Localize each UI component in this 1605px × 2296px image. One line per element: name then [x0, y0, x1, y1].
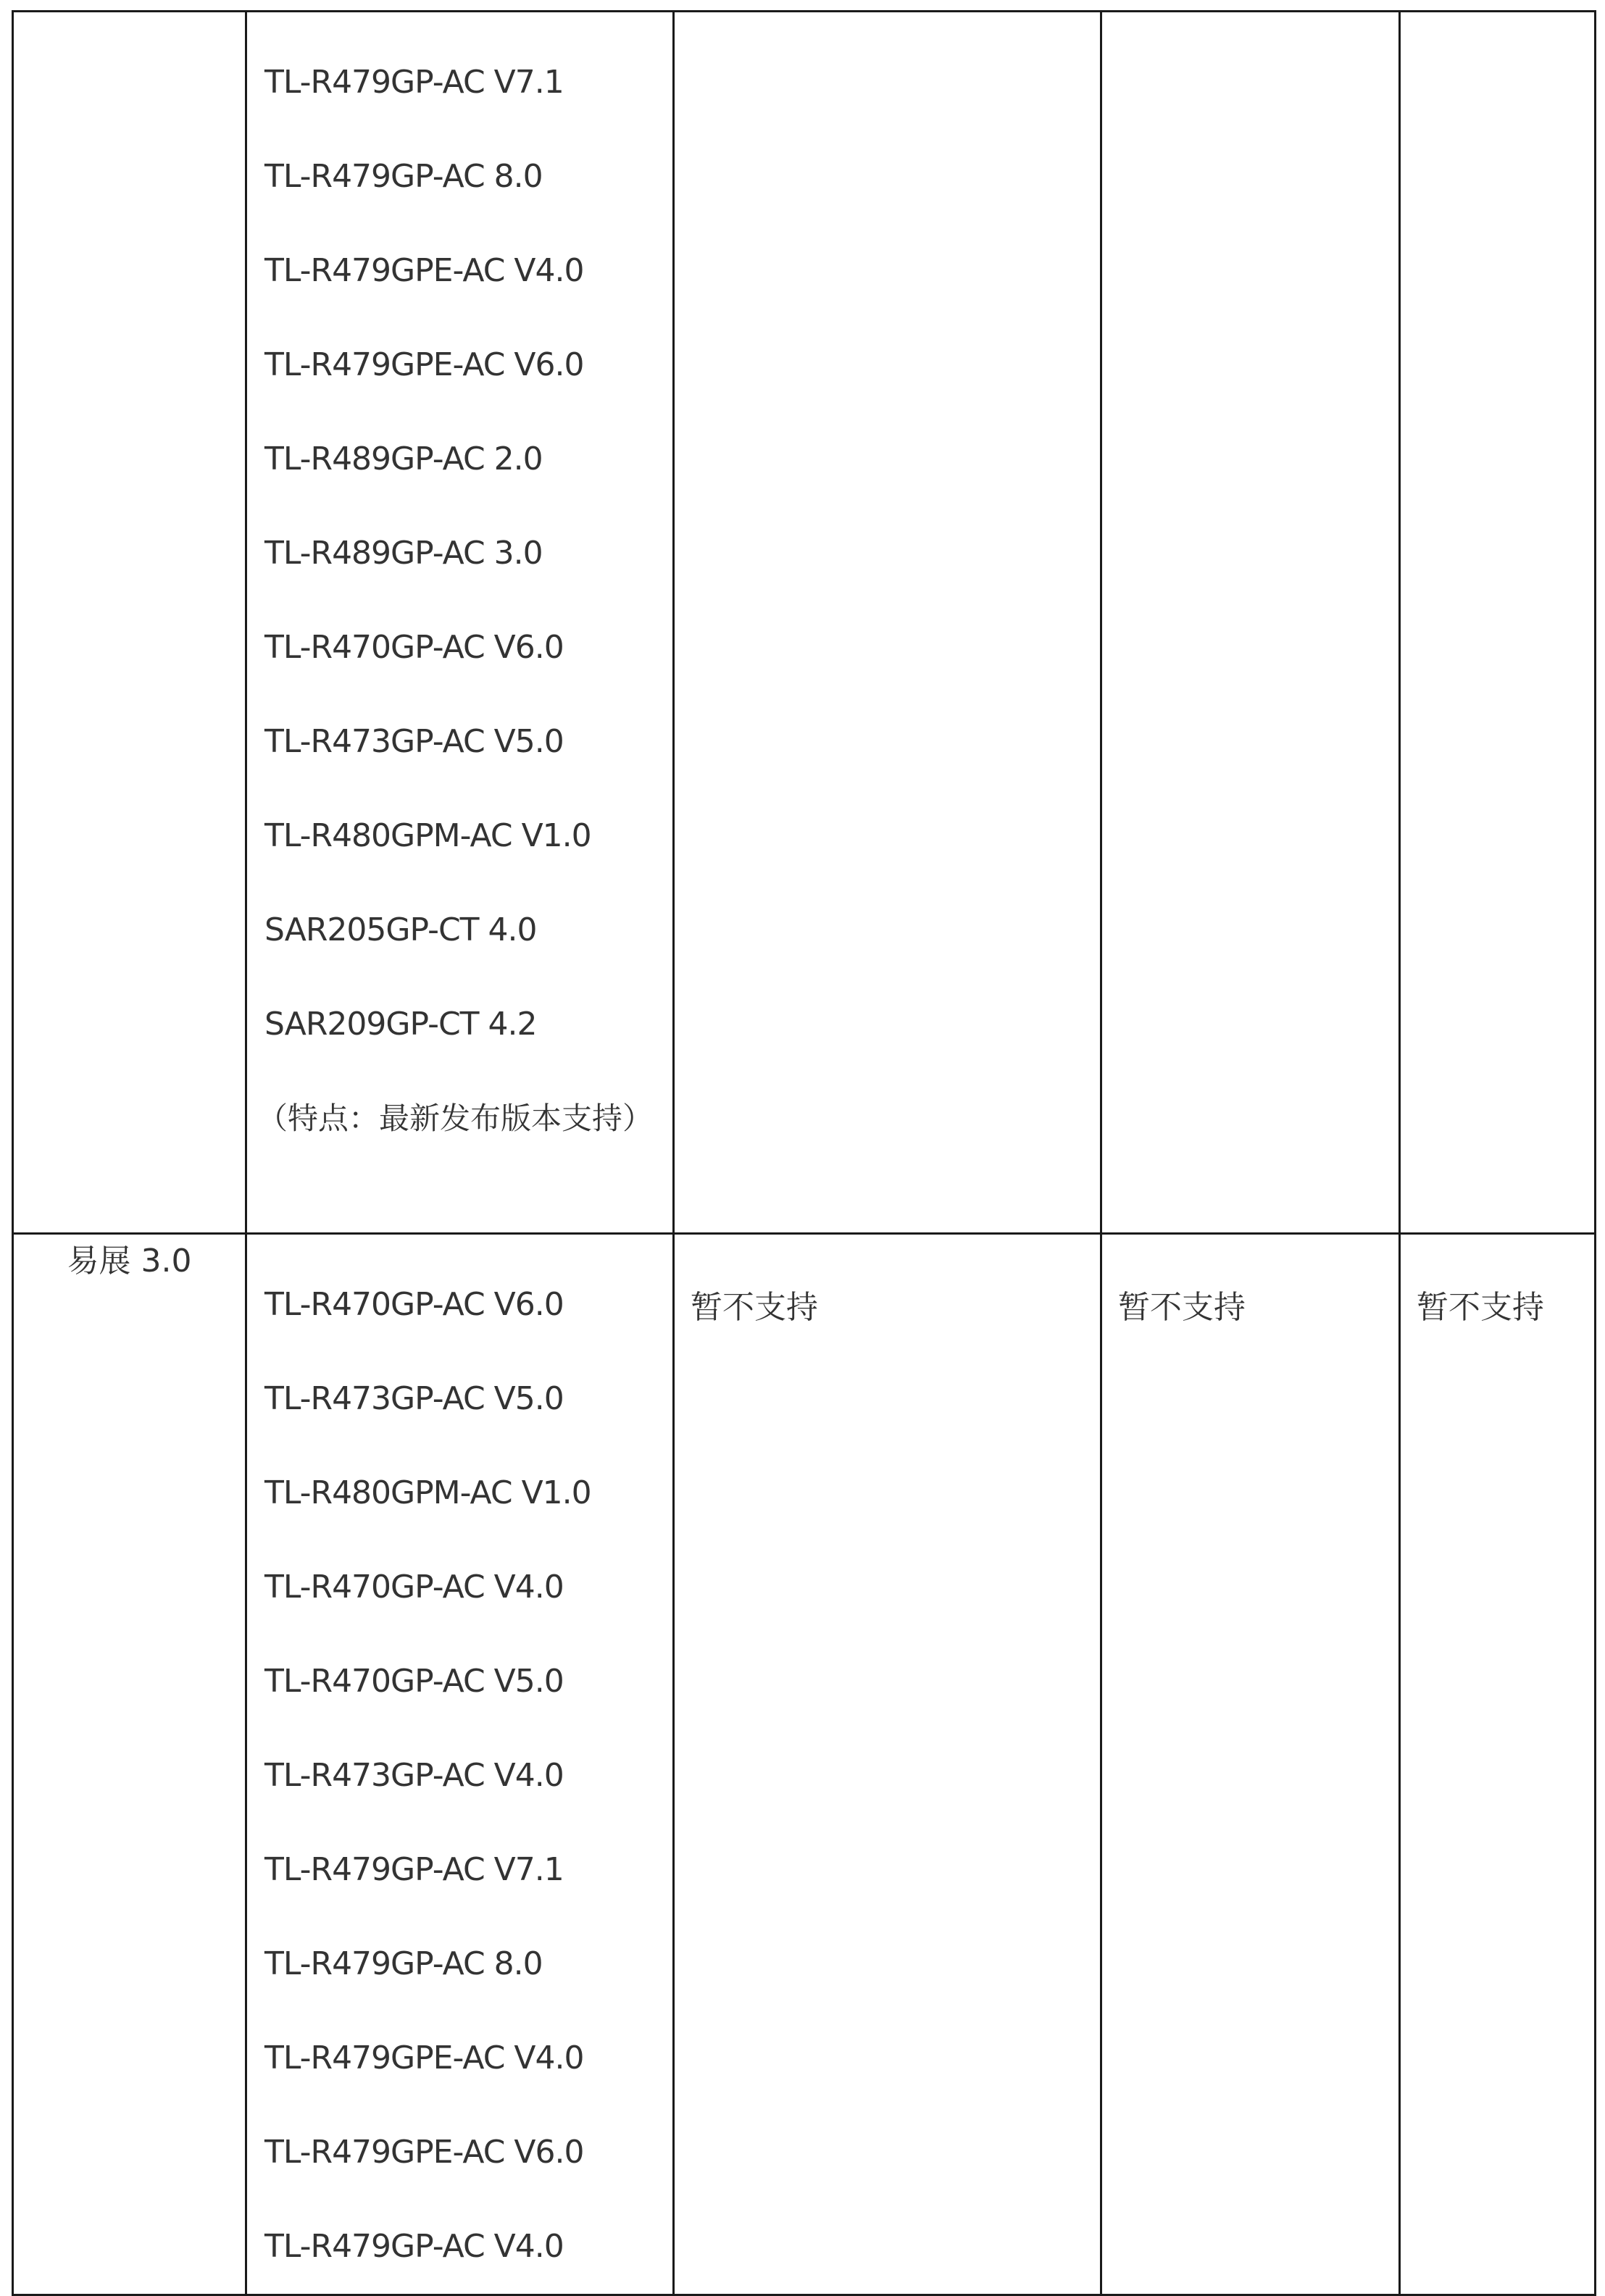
support-cell-col4 [1101, 1234, 1400, 2295]
model-item: TL-R479GP-AC V4.0 [264, 2228, 564, 2265]
model-item: TL-R480GPM-AC V1.0 [264, 817, 591, 854]
support-status [1102, 12, 1398, 59]
model-item: TL-R479GPE-AC V4.0 [264, 252, 584, 289]
support-cell-col5 [1400, 12, 1596, 1234]
model-item: TL-R479GPE-AC V6.0 [264, 346, 584, 383]
support-cell-col3 [674, 12, 1101, 1234]
model-item: TL-R480GPM-AC V1.0 [264, 1474, 591, 1511]
feature-label-cell [13, 1234, 246, 2295]
model-item: TL-R489GP-AC 2.0 [264, 441, 543, 477]
model-item: TL-R470GP-AC V5.0 [264, 1663, 564, 1700]
model-item: SAR209GP-CT 4.2 [264, 1006, 537, 1043]
model-item: TL-R479GPE-AC V4.0 [264, 2040, 584, 2076]
model-list-cell [246, 12, 674, 1234]
model-item: TL-R473GP-AC V4.0 [264, 1757, 564, 1794]
feature-label-cell [13, 12, 246, 1234]
support-cell-col3 [674, 1234, 1101, 2295]
table-row [13, 12, 1596, 1234]
model-item: TL-R489GP-AC 3.0 [264, 535, 543, 572]
model-list [247, 1235, 672, 2294]
model-item: TL-R473GP-AC V5.0 [264, 1380, 564, 1417]
model-item: TL-R470GP-AC V6.0 [264, 1286, 564, 1323]
model-item: TL-R470GP-AC V4.0 [264, 1569, 564, 1606]
support-status: 暂不支持 [1417, 1289, 1544, 1326]
support-status [675, 12, 1100, 59]
model-list-cell [246, 1234, 674, 2295]
model-item: TL-R470GP-AC V6.0 [264, 629, 564, 666]
support-status: 暂不支持 [1118, 1289, 1246, 1326]
feature-label: 易展 3.0 [67, 1243, 192, 1280]
support-status [1401, 12, 1594, 59]
support-cell-col5 [1400, 1234, 1596, 2295]
model-item: TL-R479GP-AC V7.1 [264, 1851, 564, 1888]
compatibility-table [12, 10, 1596, 2296]
model-item: TL-R479GP-AC 8.0 [264, 1945, 543, 1982]
model-item: TL-R479GP-AC V7.1 [264, 64, 564, 101]
model-list [247, 12, 672, 1166]
model-item: SAR205GP-CT 4.0 [264, 911, 537, 948]
model-item: TL-R479GPE-AC V6.0 [264, 2134, 584, 2171]
model-item: TL-R473GP-AC V5.0 [264, 723, 564, 760]
table-row [13, 1234, 1596, 2295]
support-cell-col4 [1101, 12, 1400, 1234]
support-status: 暂不支持 [691, 1289, 818, 1326]
model-note: （特点：最新发布版本支持） [257, 1101, 654, 1136]
model-item: TL-R479GP-AC 8.0 [264, 158, 543, 195]
